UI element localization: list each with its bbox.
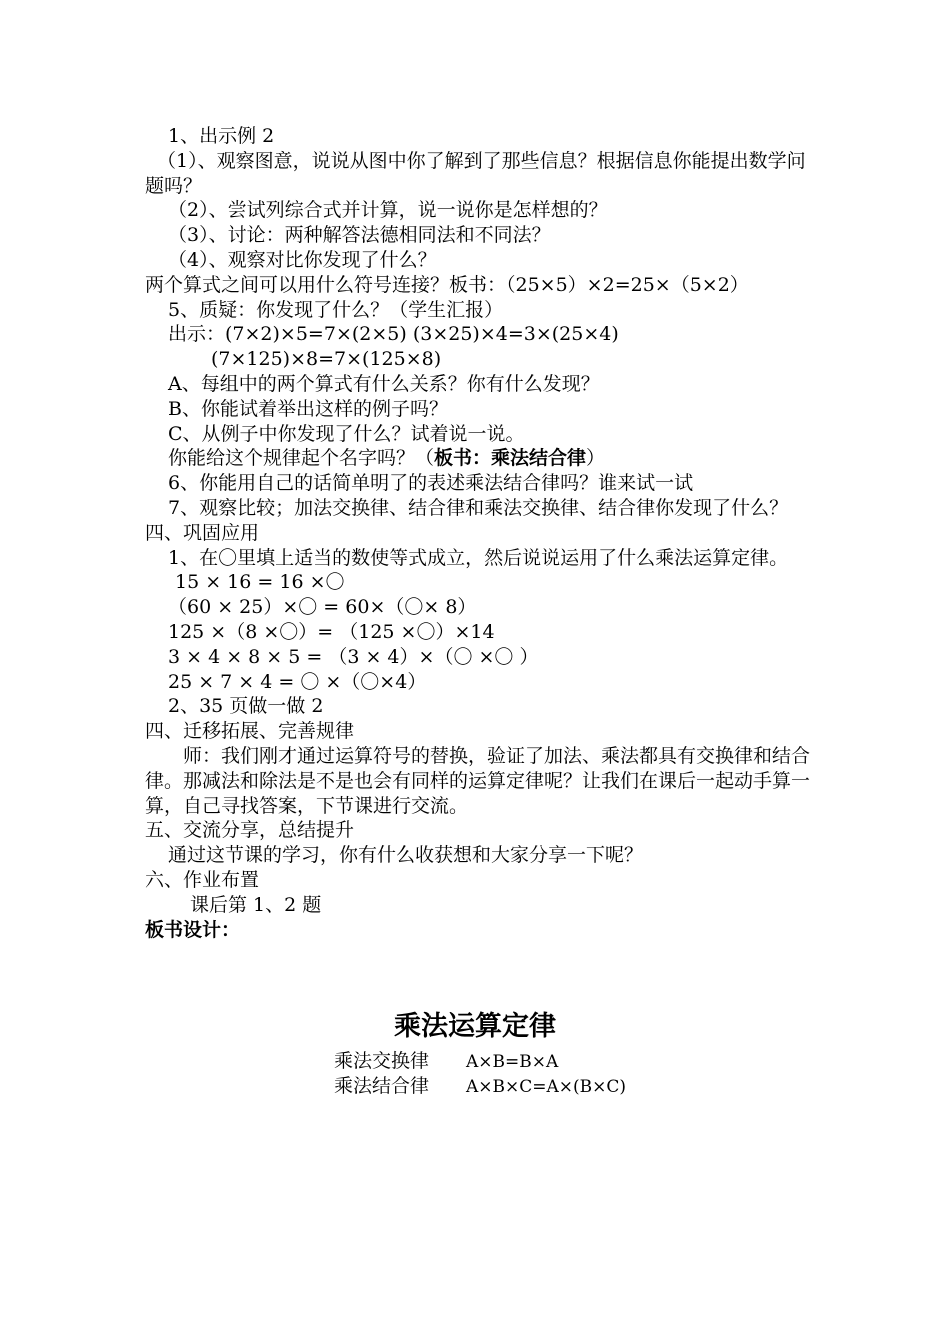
step-1-4: （4）、观察对比你发现了什么？ xyxy=(168,248,437,271)
board-note: 两个算式之间可以用什么符号连接？板书：（25×5）×2=25×（5×2） xyxy=(145,273,749,296)
homework-detail: 课后第 1、2 题 xyxy=(190,893,322,916)
board-row-formula: A×B×C=A×(B×C) xyxy=(466,1077,627,1097)
board-row-formula: A×B=B×A xyxy=(466,1052,559,1072)
section-share: 五、交流分享，总结提升 xyxy=(145,819,355,842)
exercise-1: 1、在〇里填上适当的数使等式成立，然后说说运用了什么乘法运算定律。 xyxy=(168,546,789,569)
show-examples-cont: (7×125)×8=7×(125×8) xyxy=(211,348,442,371)
step-1: 1、出示例 2 xyxy=(168,125,275,147)
question-c: C、从例子中你发现了什么？试着说一说。 xyxy=(168,422,525,445)
board-associative-law: 板书：乘法结合律 xyxy=(434,447,587,470)
share-question: 通过这节课的学习，你有什么收获想和大家分享一下呢？ xyxy=(168,844,644,867)
step-6: 6、你能用自己的话简单明了的表述乘法结合律吗？谁来试一试 xyxy=(168,472,694,495)
step-7: 7、观察比较；加法交换律、结合律和乘法交换律、结合律你发现了什么？ xyxy=(168,496,789,519)
name-rule-close: ） xyxy=(586,447,606,470)
teacher-remark: 师：我们刚才通过运算符号的替换，验证了加法、乘法都具有交换律和结合律。那减法和除法是不是也会有同样的运算定律呢？让我们在课后一起动手算一算，自己寻找答案，下节课进行交流。 xyxy=(145,744,811,817)
equation-3: 125 ×（8 ×〇）= （125 ×〇）×14 xyxy=(168,620,495,643)
section-extend: 四、迁移拓展、完善规律 xyxy=(145,720,355,743)
name-rule-text: 你能给这个规律起个名字吗？（ xyxy=(168,447,435,470)
board-row-associative xyxy=(334,1071,626,1098)
equation-2: （60 × 25）×〇 = 60×（〇× 8） xyxy=(168,596,477,619)
step-5: 5、质疑：你发现了什么？（学生汇报） xyxy=(168,298,504,321)
name-rule-line xyxy=(145,446,815,471)
question-b: B、你能试着举出这样的例子吗？ xyxy=(168,397,448,420)
board-row-name: 乘法结合律 xyxy=(334,1075,430,1097)
equation-4: 3 × 4 × 8 × 5 = （3 × 4）×（〇 ×〇 ） xyxy=(168,645,539,668)
section-homework: 六、作业布置 xyxy=(145,868,260,891)
exercise-2: 2、35 页做一做 2 xyxy=(168,695,324,718)
equation-5: 25 × 7 × 4 = 〇 ×（〇×4） xyxy=(168,670,427,693)
board-title: 乘法运算定律 xyxy=(394,1011,556,1042)
step-1-3: （3）、讨论：两种解答法德相同法和不同法？ xyxy=(168,224,551,247)
board-row-name: 乘法交换律 xyxy=(334,1050,430,1072)
step-1-2: （2）、尝试列综合式并计算，说一说你是怎样想的？ xyxy=(168,199,608,222)
board-row-commutative xyxy=(334,1046,558,1073)
lesson-body xyxy=(145,124,815,942)
equation-1: 15 × 16 = 16 ×〇 xyxy=(175,571,345,594)
question-a: A、每组中的两个算式有什么关系？你有什么发现？ xyxy=(168,372,600,395)
show-examples: 出示：(7×2)×5=7×(2×5) (3×25)×4=3×(25×4) xyxy=(168,323,619,346)
section-consolidate: 四、巩固应用 xyxy=(145,521,260,544)
step-1-1: （1）、观察图意，说说从图中你了解到了那些信息？根据信息你能提出数学问题吗？ xyxy=(145,149,806,197)
board-design-heading: 板书设计： xyxy=(145,918,241,941)
